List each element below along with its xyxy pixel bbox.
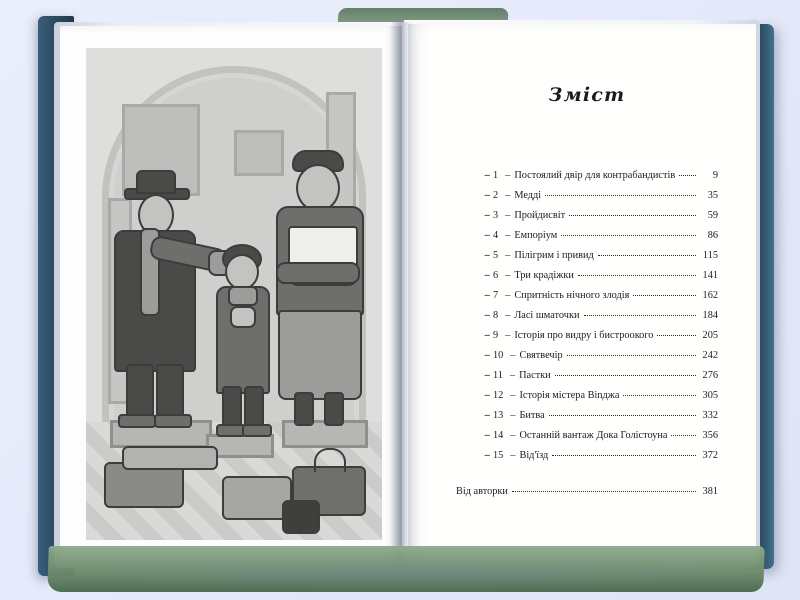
toc-entry-page: 242 (702, 350, 718, 362)
toc-dash-before: – (484, 210, 490, 222)
toc-leader (555, 375, 696, 376)
toc-dash-after: – (509, 370, 516, 382)
toc-entry-label: Медді (514, 190, 542, 202)
toc-leader (578, 275, 696, 276)
toc-entry-label: Святвечір (519, 350, 563, 362)
toc-entry-label: Три крадіжки (514, 270, 574, 282)
toc-entry (456, 368, 718, 383)
toc-entry-list (456, 168, 718, 464)
toc-entry-number: 4 (493, 230, 499, 242)
toc-entry (456, 288, 718, 303)
toc-entry-number: 2 (493, 190, 499, 202)
toc-entry-number: 14 (493, 430, 504, 442)
toc-dash-before: – (484, 290, 490, 302)
toc-dash-before: – (484, 270, 490, 282)
shoe-right (154, 414, 192, 428)
toc-entry-number: 3 (493, 210, 499, 222)
toc-dash-after: – (505, 210, 511, 222)
toc-leader (549, 415, 696, 416)
table-of-contents (456, 84, 718, 504)
toc-entry-number: 10 (493, 350, 504, 362)
toc-entry (456, 248, 718, 263)
figure-boy (206, 244, 276, 440)
toc-entry (456, 388, 718, 403)
toc-dash-before: – (484, 350, 490, 362)
open-book (38, 6, 768, 594)
toc-entry-label: Пройдисвіт (514, 210, 566, 222)
toc-entry-page: 35 (707, 190, 718, 202)
toc-dash-before: – (484, 230, 490, 242)
toc-entry (456, 428, 718, 443)
toc-dash-after: – (505, 290, 511, 302)
toc-entry-page: 205 (702, 330, 718, 342)
toc-dash-before: – (484, 430, 490, 442)
toc-entry-number: 8 (493, 310, 499, 322)
hat-crown (136, 170, 176, 194)
toc-entry-number: 11 (493, 370, 503, 382)
toc-title: Зміст (548, 84, 626, 106)
toc-dash-before: – (484, 250, 490, 262)
toc-entry-page: 276 (702, 370, 718, 382)
handbag-front (282, 500, 320, 534)
toc-dash-before: – (484, 410, 490, 422)
suitcase-flat (122, 446, 218, 470)
toc-entry-page: 356 (702, 430, 718, 442)
toc-dash-after: – (510, 430, 516, 442)
toc-extra-entry (456, 484, 718, 499)
toc-entry-page: 115 (702, 250, 718, 262)
toc-entry-number: 9 (493, 330, 499, 342)
toc-leader (552, 455, 696, 456)
woman-skirt (278, 310, 362, 400)
toc-dash-after: – (510, 350, 516, 362)
toc-dash-after: – (505, 310, 511, 322)
toc-leader (512, 491, 696, 492)
toc-dash-before: – (484, 370, 490, 382)
toc-leader (623, 395, 696, 396)
toc-entry-page: 305 (702, 390, 718, 402)
toc-entry-number: 15 (493, 450, 504, 462)
toc-entry (456, 168, 718, 183)
woman-face (296, 164, 340, 212)
toc-entry-label: Битва (519, 410, 545, 422)
toc-entry-page: 184 (702, 310, 718, 322)
toc-entry-page: 141 (702, 270, 718, 282)
toc-entry (456, 268, 718, 283)
toc-leader (569, 215, 696, 216)
toc-entry-number: 12 (493, 390, 504, 402)
left-page-edge-shading (384, 26, 402, 560)
toc-dash-after: – (510, 390, 516, 402)
toc-entry (456, 308, 718, 323)
toc-dash-before: – (484, 450, 490, 462)
boy-hands (230, 306, 256, 328)
toc-entry (456, 448, 718, 463)
toc-entry-number: 5 (493, 250, 499, 262)
toc-entry-number: 6 (493, 270, 499, 282)
toc-entry-number: 7 (493, 290, 499, 302)
illustration-three-figures (86, 48, 382, 540)
toc-extra-list (456, 484, 718, 499)
toc-dash-after: – (505, 170, 511, 181)
toc-leader (598, 255, 696, 256)
toc-leader (671, 435, 696, 436)
boy-face (225, 254, 259, 290)
toc-leader (584, 315, 697, 316)
duffel-handle (314, 448, 346, 472)
toc-dash-before: – (484, 310, 490, 322)
toc-dash-after: – (505, 230, 511, 242)
toc-entry (456, 328, 718, 343)
toc-entry-label: Емпоріум (514, 230, 558, 242)
toc-entry-label: Пастки (519, 370, 551, 382)
toc-entry (456, 408, 718, 423)
woman-arm (276, 262, 360, 284)
toc-leader (567, 355, 696, 356)
toc-dash-before: – (484, 330, 490, 342)
toc-leader (545, 195, 696, 196)
toc-dash-before: – (484, 190, 490, 202)
toc-dash-after: – (510, 450, 516, 462)
toc-entry-page: 59 (707, 210, 718, 222)
toc-dash-after: – (505, 330, 511, 342)
woman-boot-left (294, 392, 314, 426)
right-page (408, 24, 756, 562)
toc-entry-page: 86 (707, 230, 718, 242)
toc-entry-page: 162 (702, 290, 718, 302)
toc-leader (633, 295, 696, 296)
book-cover-bottom-edge (47, 546, 765, 592)
toc-extra-label: Від авторки (456, 485, 508, 497)
boy-scarf (228, 286, 258, 306)
toc-entry-label: Історія про видру і бистроокого (514, 330, 654, 342)
toc-leader (679, 175, 696, 176)
toc-entry-label: Від'їзд (519, 450, 549, 462)
left-page (60, 26, 402, 560)
toc-entry-label: Останній вантаж Дока Голістоуна (519, 430, 668, 442)
toc-entry-label: Пілігрим і привид (514, 250, 594, 262)
toc-leader (561, 235, 696, 236)
toc-dash-after: – (505, 270, 511, 282)
toc-entry-number: 1 (493, 170, 499, 181)
toc-entry (456, 348, 718, 363)
toc-entry-page: 332 (702, 410, 718, 422)
toc-entry (456, 208, 718, 223)
toc-dash-before: – (484, 170, 490, 181)
toc-dash-after: – (505, 190, 511, 202)
toc-entry (456, 188, 718, 203)
toc-entry-label: Спритність нічного злодія (514, 290, 630, 302)
figure-woman-with-bucket (268, 144, 372, 428)
toc-entry (456, 228, 718, 243)
toc-entry-number: 13 (493, 410, 504, 422)
toc-extra-page: 381 (702, 485, 718, 497)
toc-entry-label: Постоялий двір для контрабандистів (514, 170, 676, 181)
toc-entry-page: 9 (712, 170, 718, 181)
toc-dash-before: – (484, 390, 490, 402)
toc-entry-label: Історія містера Віnджа (519, 390, 620, 402)
toc-dash-after: – (510, 410, 516, 422)
toc-entry-page: 372 (702, 450, 718, 462)
woman-boot-right (324, 392, 344, 426)
toc-dash-after: – (505, 250, 511, 262)
shoe-left (118, 414, 156, 428)
toc-leader (657, 335, 696, 336)
toc-entry-label: Ласі шматочки (514, 310, 580, 322)
